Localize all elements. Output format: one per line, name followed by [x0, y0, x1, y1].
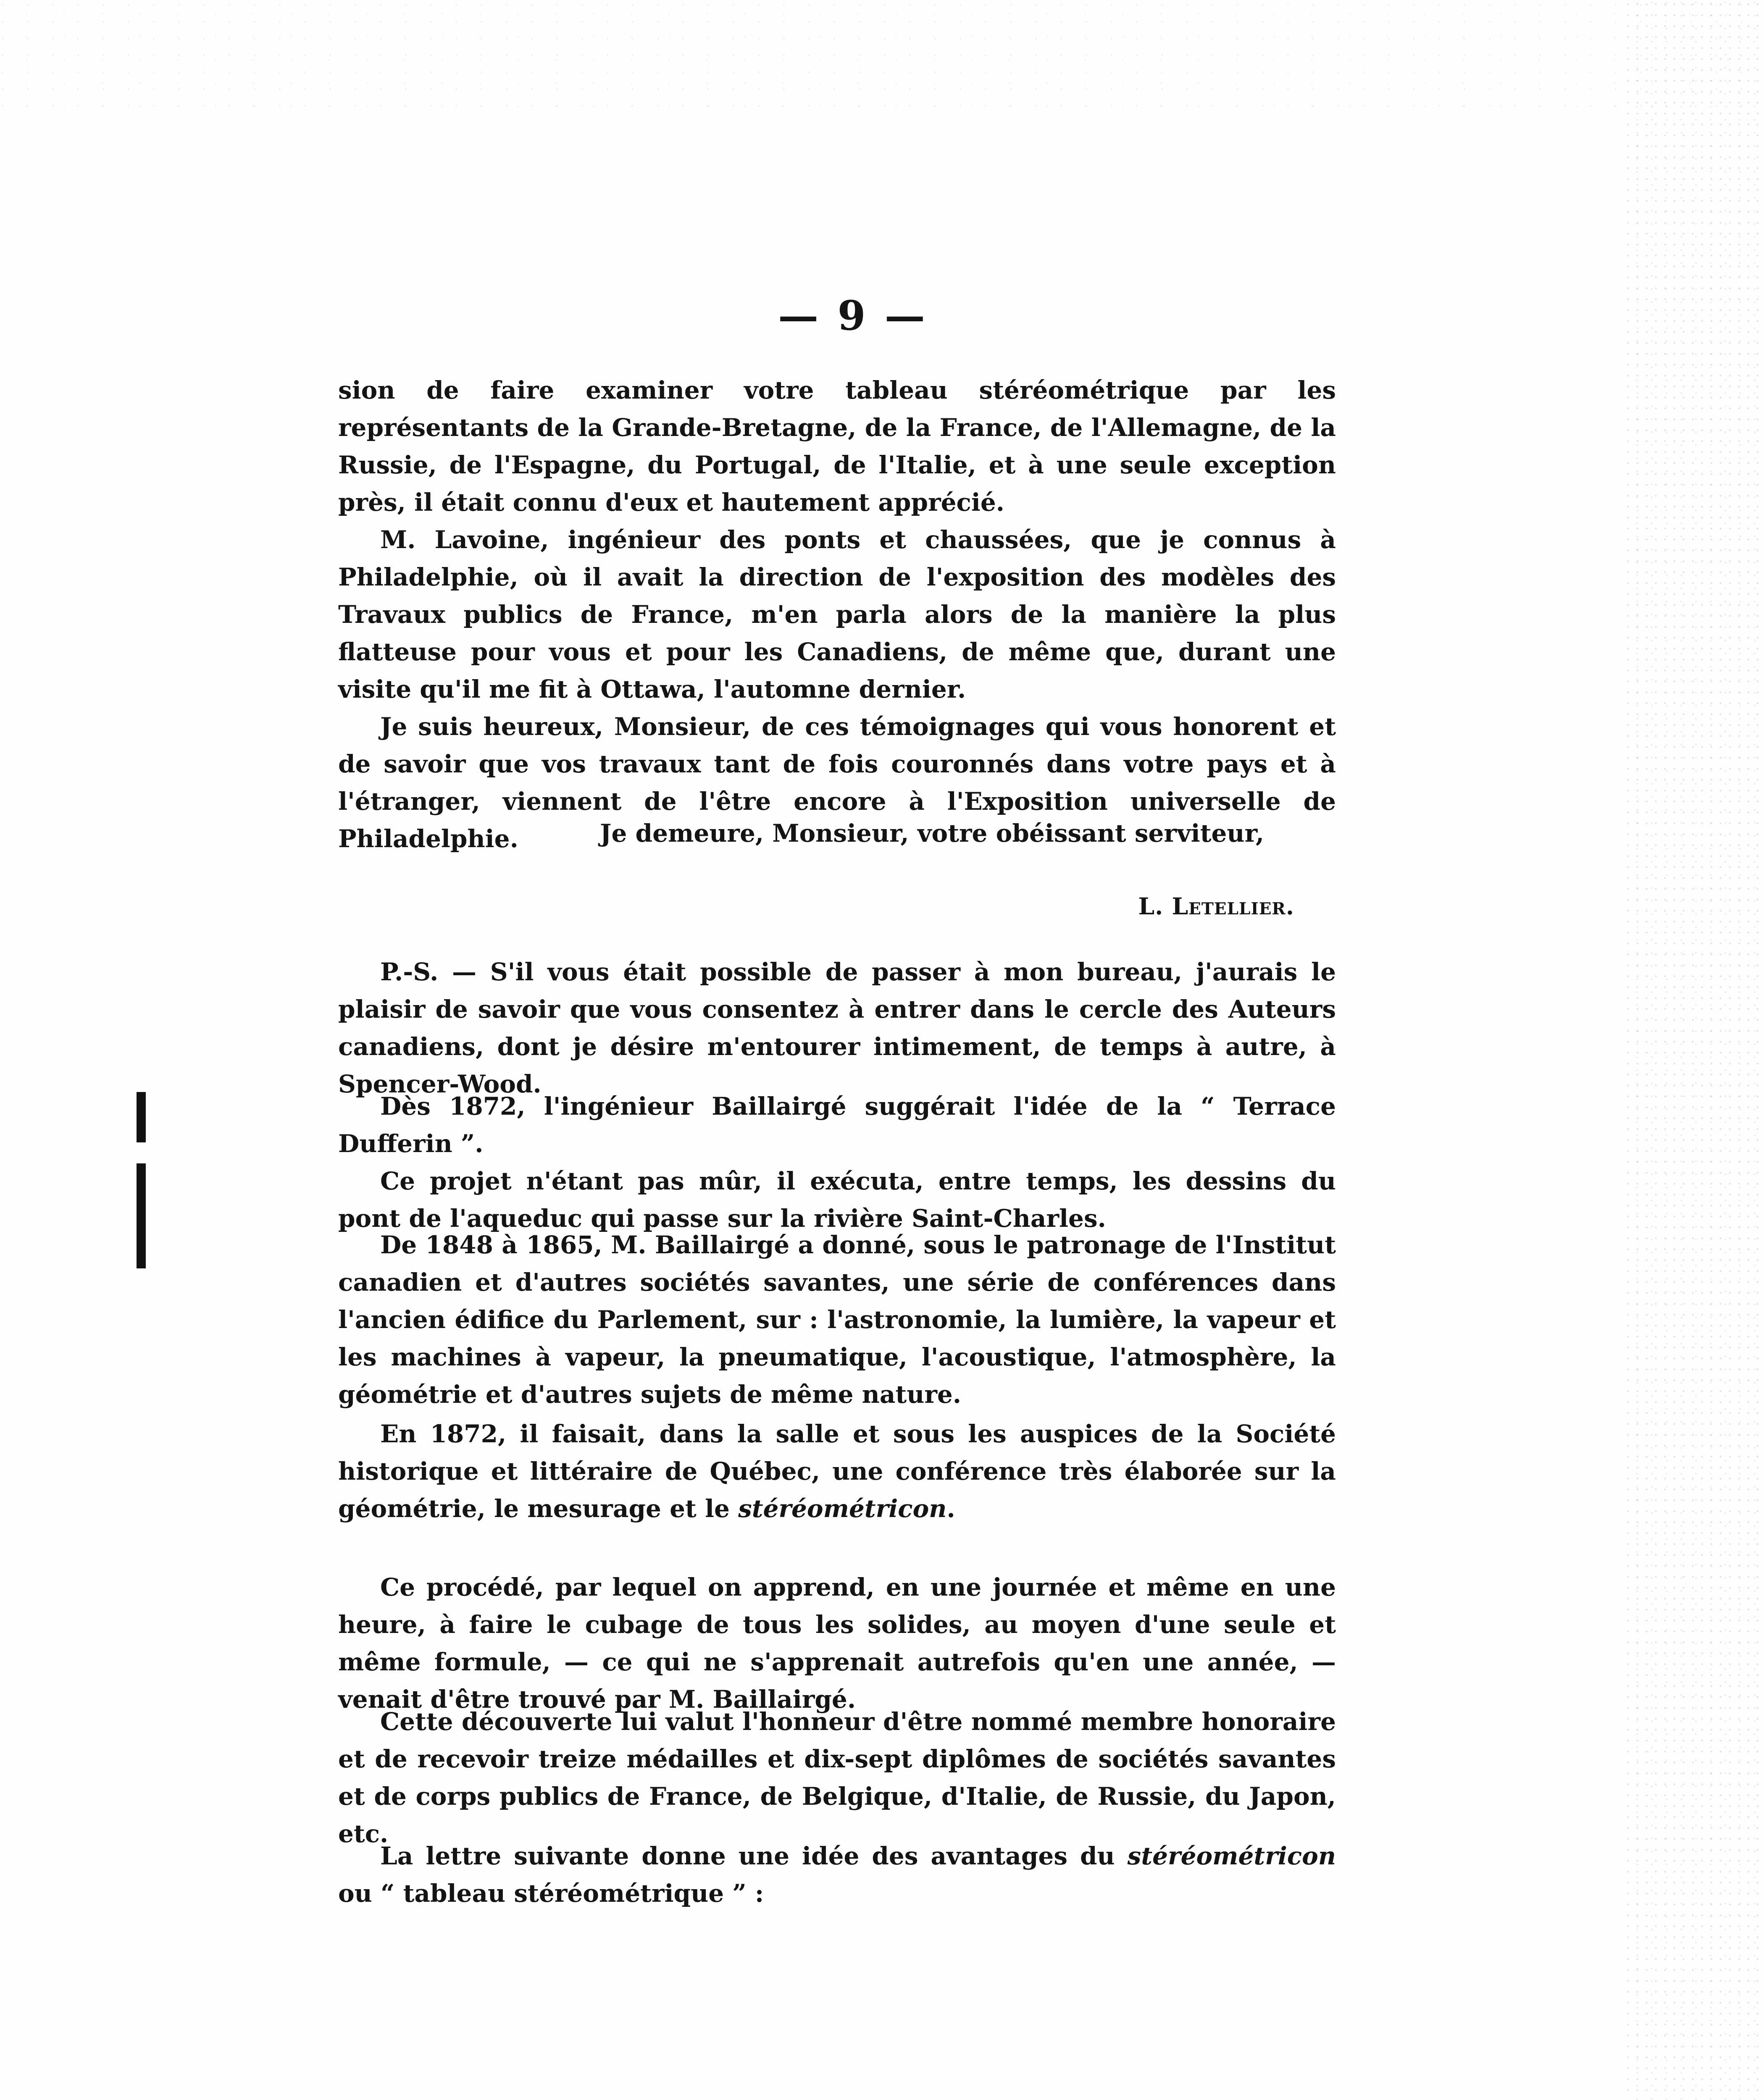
letter-closing: Je demeure, Monsieur, votre obéissant serviteur,: [600, 819, 1265, 848]
paragraph-lettre-text: La lettre suivante donne une idée des avantages du: [380, 1842, 1128, 1870]
paragraph-lettre-suivante: [338, 1838, 1336, 1912]
paragraph-societe: [338, 1415, 1336, 1528]
scan-noise-right: [1625, 0, 1764, 2100]
societe-section: [338, 1415, 1336, 1528]
decouverte-section: [338, 1703, 1336, 1853]
paragraph-societe-text: En 1872, il faisait, dans la salle et sous les auspices de la Société historique et littéraire de Québec, une conférence très élaborée sur la géométrie, le mesurage et le: [338, 1420, 1336, 1523]
stereometricon-term: stéréométricon: [738, 1494, 947, 1523]
paragraph-aqueduc: Ce projet n'étant pas mûr, il exécuta, entre temps, les dessins du pont de l'aqueduc qui passe sur la rivière Saint-Charles.: [338, 1167, 1336, 1233]
paragraph-temoignages: Je suis heureux, Monsieur, de ces témoignages qui vous honorent et de savoir que vos travaux tant de fois couronnés dans votre pays et à l'étranger, viennent de l'être encore à l'Exposition universelle de Philadelphie.: [338, 712, 1336, 853]
letter-signature: L. Letellier.: [1138, 892, 1294, 920]
lettre-section: [338, 1838, 1336, 1912]
paragraph-lettre-end: ou “ tableau stéréométrique ” :: [338, 1879, 764, 1908]
scan-noise-top: [0, 0, 1764, 109]
stereometricon-term-2: stéréométricon: [1127, 1842, 1336, 1870]
postscript: [338, 953, 1336, 1103]
paragraph-terrace: Dès 1872, l'ingénieur Baillairgé suggérait l'idée de la “ Terrace Dufferin ”.: [338, 1092, 1336, 1158]
letter-continuation: [338, 372, 1336, 858]
procede-section: [338, 1569, 1336, 1718]
terrace-section: [338, 1088, 1336, 1237]
paragraph-procede: Ce procédé, par lequel on apprend, en une journée et même en une heure, à faire le cubage de tous les solides, au moyen d'une seule et même formule, — ce qui ne s'apprenait autrefois qu'en une année, — venait d'être trouvé par M. Baillairgé.: [338, 1573, 1336, 1714]
conferences-section: [338, 1226, 1336, 1413]
margin-mark-upper: [137, 1092, 146, 1142]
page-number: — 9 —: [778, 292, 928, 339]
paragraph-societe-end: .: [946, 1494, 955, 1523]
paragraph-lavoine: M. Lavoine, ingénieur des ponts et chaussées, que je connus à Philadelphie, où il avait la direction de l'exposition des modèles des Travaux publics de France, m'en parla alors de la manière la plus flatteuse pour vous et pour les Canadiens, de même que, durant une visite qu'il me fit à Ottawa, l'automne dernier.: [338, 525, 1336, 704]
paragraph-postscript: P.-S. — S'il vous était possible de passer à mon bureau, j'aurais le plaisir de savoir que vous consentez à entrer dans le cercle des Auteurs canadiens, dont je désire m'entourer intimement, de temps à autre, à Spencer-Wood.: [338, 958, 1336, 1098]
paragraph-decouverte: Cette découverte lui valut l'honneur d'être nommé membre honoraire et de recevoir treize médailles et dix-sept diplômes de sociétés savantes et de corps publics de France, de Belgique, d'Italie, de Russie, du Japon, etc.: [338, 1707, 1336, 1848]
paragraph-continuation: sion de faire examiner votre tableau stéréométrique par les représentants de la Grande-Bretagne, de la France, de l'Allemagne, de la Russie, de l'Espagne, du Portugal, de l'Italie, et à une seule exception près, il était connu d'eux et hautement apprécié.: [338, 376, 1336, 517]
margin-mark-lower: [137, 1163, 146, 1268]
paragraph-conferences: De 1848 à 1865, M. Baillairgé a donné, sous le patronage de l'Institut canadien et d'autres sociétés savantes, une série de conférences dans l'ancien édifice du Parlement, sur : l'astronomie, la lumière, la vapeur et les machines à vapeur, la pneumatique, l'acoustique, l'atmosphère, la géométrie et d'autres sujets de même nature.: [338, 1231, 1336, 1409]
